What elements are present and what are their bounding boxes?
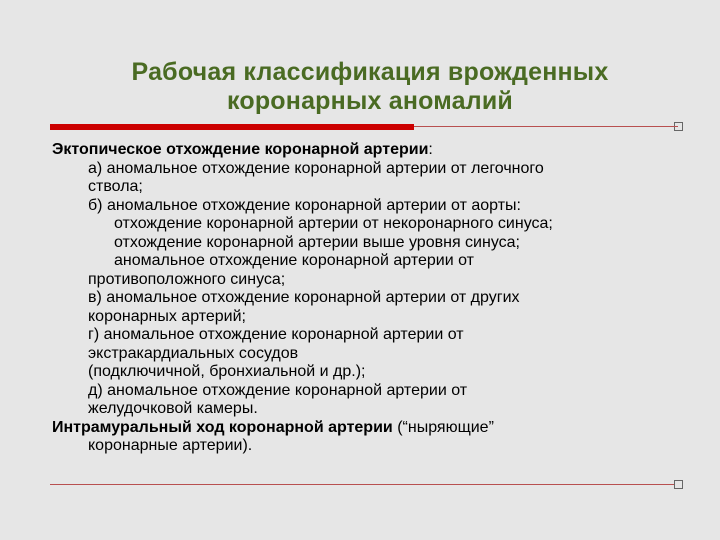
section-2-heading-line	[52, 419, 692, 438]
list-item: б) аномальное отхождение коронарной артерии от аорты:	[88, 196, 521, 214]
section-2-continuation: коронарные артерии).	[88, 437, 253, 454]
section-1-colon: :	[428, 141, 433, 158]
section-2-heading: Интрамуральный ход коронарной артерии	[52, 418, 393, 436]
title-line-2: коронарных аномалий	[226, 87, 513, 115]
slide-title	[40, 58, 700, 116]
title-underline-thin	[414, 126, 678, 127]
list-item: г) аномальное отхождение коронарной артерии от	[88, 326, 464, 343]
section-1-heading-line	[52, 141, 692, 160]
list-subitem: отхождение коронарной артерии от некоронарного синуса;	[114, 215, 553, 232]
list-item: желудочковой камеры.	[88, 400, 258, 417]
list-item: д) аномальное отхождение коронарной артерии от	[88, 381, 468, 399]
list-subitem: аномальное отхождение коронарной артерии от	[114, 252, 474, 269]
list-item: а) аномальное отхождение коронарной артерии от легочного	[88, 159, 544, 177]
list-item: противоположного синуса;	[88, 270, 286, 288]
section-2-note: (“ныряющие”	[392, 418, 494, 436]
corner-square-bottom-right	[674, 480, 683, 489]
title-line-1: Рабочая классификация врожденных	[131, 58, 609, 86]
list-subitem: отхождение коронарной артерии выше уровня синуса;	[114, 233, 520, 251]
list-item: в) аномальное отхождение коронарной артерии от других	[88, 289, 520, 306]
list-item: (подключичной, бронхиальной и др.);	[88, 363, 366, 380]
list-item: экстракардиальных сосудов	[88, 344, 299, 362]
title-underline-red	[50, 124, 414, 130]
list-item: коронарных артерий;	[88, 307, 246, 325]
content-body	[52, 141, 692, 456]
section-1-heading: Эктопическое отхождение коронарной артерии	[52, 141, 429, 158]
bottom-rule	[50, 484, 678, 485]
list-item: ствола;	[88, 178, 143, 195]
